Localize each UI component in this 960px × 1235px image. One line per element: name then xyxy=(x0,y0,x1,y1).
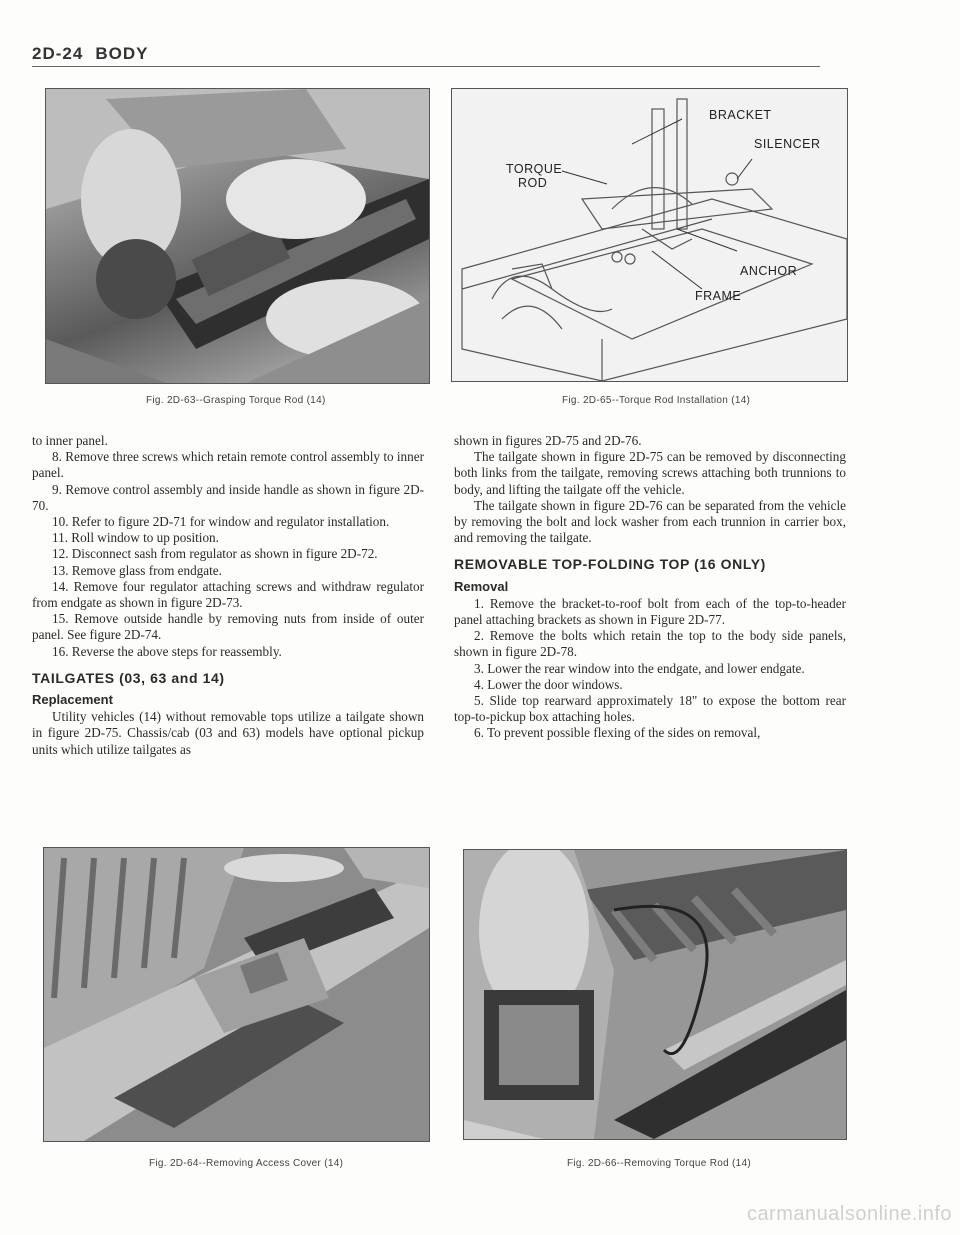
step-11: 11. Roll window to up position. xyxy=(52,530,219,546)
paragraph-replacement: Utility vehicles (14) without removable tops utilize a tailgate shown in figure 2D-75. Chassis/cab (03 and 63) models have optional pickup units which utilize tailgates as xyxy=(32,709,424,757)
step-1: 1. Remove the bracket-to-roof bolt from each of the top-to-header panel attaching brackets as shown in Figure 2D-77. xyxy=(454,595,846,628)
figure-torque-rod-installation xyxy=(451,88,848,382)
left-text-column xyxy=(32,433,424,758)
label-rod: ROD xyxy=(518,176,548,190)
caption-fig-64: Fig. 2D-64--Removing Access Cover (14) xyxy=(149,1158,344,1169)
section-heading-removable-top: REMOVABLE TOP-FOLDING TOP (16 ONLY) xyxy=(454,556,766,573)
subheading-replacement: Replacement xyxy=(32,692,113,708)
photo-removing-access-cover xyxy=(44,848,429,1141)
section-heading-tailgates: TAILGATES (03, 63 and 14) xyxy=(32,669,225,686)
right-text-column xyxy=(454,433,846,742)
header-rule xyxy=(32,66,820,67)
step-6: 6. To prevent possible flexing of the sides on removal, xyxy=(474,725,761,741)
label-torque: TORQUE xyxy=(506,162,563,176)
paragraph: The tailgate shown in figure 2D-76 can be separated from the vehicle by removing the bolt and lock washer from each trunnion in carrier box, and removing the tailgate. xyxy=(454,497,846,546)
figure-removing-torque-rod xyxy=(463,849,847,1140)
step-5: 5. Slide top rearward approximately 18" to expose the bottom rear top-to-pickup box attaching holes. xyxy=(454,693,846,725)
step-16: 16. Reverse the above steps for reassembly. xyxy=(52,643,282,659)
diagram-torque-rod-installation xyxy=(452,89,847,381)
step-14: 14. Remove four regulator attaching screws and withdraw regulator from endgate as shown in figure 2D-73. xyxy=(32,578,424,611)
figure-removing-access-cover xyxy=(43,847,430,1142)
page-header xyxy=(32,44,148,64)
page-number: 2D-24 xyxy=(32,44,84,63)
photo-removing-torque-rod xyxy=(464,850,846,1139)
paragraph: to inner panel. xyxy=(32,433,108,448)
label-silencer: SILENCER xyxy=(754,137,821,151)
caption-fig-66: Fig. 2D-66--Removing Torque Rod (14) xyxy=(567,1158,752,1169)
step-3: 3. Lower the rear window into the endgate, and lower endgate. xyxy=(474,660,805,676)
step-10: 10. Refer to figure 2D-71 for window and regulator installation. xyxy=(52,514,390,530)
step-8: 8. Remove three screws which retain remote control assembly to inner panel. xyxy=(32,449,424,481)
label-frame: FRAME xyxy=(695,289,742,303)
step-2: 2. Remove the bolts which retain the top to the body side panels, shown in figure 2D-78. xyxy=(454,628,846,660)
paragraph: shown in figures 2D-75 and 2D-76. xyxy=(454,433,642,448)
caption-fig-65: Fig. 2D-65--Torque Rod Installation (14) xyxy=(562,395,751,406)
step-13: 13. Remove glass from endgate. xyxy=(52,562,222,578)
photo-grasping-torque-rod xyxy=(46,89,429,383)
paragraph: The tailgate shown in figure 2D-75 can be removed by disconnecting both links from the tailgate, removing screws attaching both trunnions to body, and lifting the tailgate off the vehicle. xyxy=(454,449,846,497)
subheading-removal: Removal xyxy=(454,578,509,594)
step-9: 9. Remove control assembly and inside handle as shown in figure 2D-70. xyxy=(32,481,424,513)
label-anchor: ANCHOR xyxy=(740,264,798,278)
figure-grasping-torque-rod xyxy=(45,88,430,384)
step-12: 12. Disconnect sash from regulator as shown in figure 2D-72. xyxy=(52,546,378,562)
label-bracket: BRACKET xyxy=(709,108,772,122)
step-15: 15. Remove outside handle by removing nuts from inside of outer panel. See figure 2D-74. xyxy=(32,611,424,643)
caption-fig-63: Fig. 2D-63--Grasping Torque Rod (14) xyxy=(146,395,326,406)
step-4: 4. Lower the door windows. xyxy=(474,676,623,692)
section-title: BODY xyxy=(95,44,149,63)
watermark: carmanualsonline.info xyxy=(746,1203,952,1225)
